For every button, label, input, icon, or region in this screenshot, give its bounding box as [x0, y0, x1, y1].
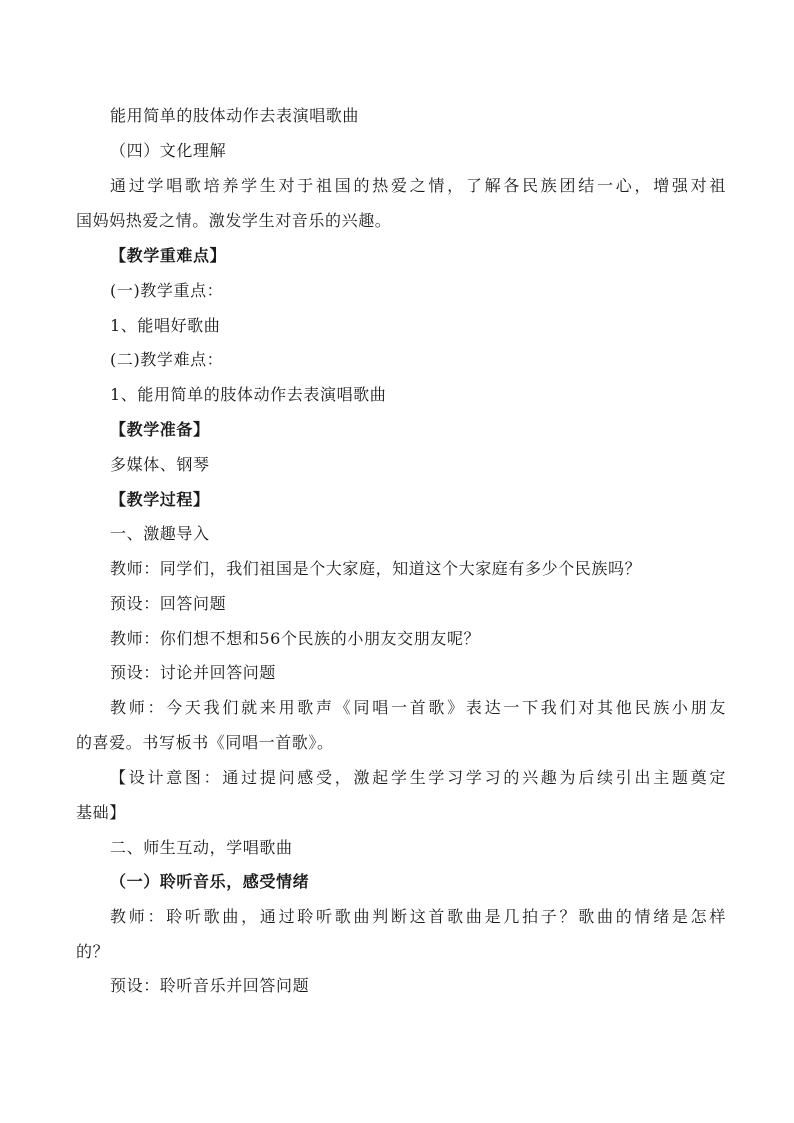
- section-heading-culture: （四）文化理解: [110, 141, 227, 160]
- subheading-listen: （一）聆听音乐，感受情绪: [110, 872, 310, 891]
- section-heading-intro: 一、激趣导入: [110, 524, 210, 543]
- heading-process: 【教学过程】: [110, 490, 210, 509]
- paragraph-objective: 能用简单的肢体动作去表演唱歌曲: [110, 106, 360, 125]
- subheading-difficulty: (二)教学难点：: [110, 350, 224, 369]
- dialogue-teacher-2: 教师：你们想不想和56个民族的小朋友交朋友呢？: [110, 629, 481, 648]
- dialogue-teacher-4-line1: 教师：聆听歌曲，通过聆听歌曲判断这首歌曲是几拍子？歌曲的情绪是怎样: [110, 907, 726, 926]
- paragraph-preparation: 多媒体、钢琴: [110, 455, 210, 474]
- dialogue-preset-1: 预设：回答问题: [110, 594, 227, 613]
- dialogue-teacher-3-line1: 教师：今天我们就来用歌声《同唱一首歌》表达一下我们对其他民族小朋友: [110, 698, 726, 717]
- dialogue-preset-3: 预设：聆听音乐并回答问题: [110, 976, 310, 995]
- heading-key-points: 【教学重难点】: [110, 246, 227, 265]
- design-intent-line1: 【设计意图：通过提问感受，激起学生学习学习的兴趣为后续引出主题奠定: [110, 768, 726, 787]
- paragraph-culture-line2: 国妈妈热爱之情。激发学生对音乐的兴趣。: [76, 211, 392, 230]
- dialogue-preset-2: 预设：讨论并回答问题: [110, 663, 277, 682]
- dialogue-teacher-4-line2: 的？: [76, 942, 110, 961]
- list-item-key-focus: 1、能唱好歌曲: [110, 316, 221, 335]
- subheading-key-focus: (一)教学重点：: [110, 281, 224, 300]
- list-item-difficulty: 1、能用简单的肢体动作去表演唱歌曲: [110, 385, 387, 404]
- heading-preparation: 【教学准备】: [110, 420, 210, 439]
- dialogue-teacher-1: 教师：同学们，我们祖国是个大家庭，知道这个大家庭有多少个民族吗？: [110, 559, 642, 578]
- dialogue-teacher-3-line2: 的喜爱。书写板书《同唱一首歌》。: [76, 733, 334, 752]
- paragraph-culture-line1: 通过学唱歌培养学生对于祖国的热爱之情，了解各民族团结一心，增强对祖: [110, 176, 726, 195]
- design-intent-line2: 基础】: [76, 803, 126, 822]
- section-heading-interaction: 二、师生互动，学唱歌曲: [110, 838, 293, 857]
